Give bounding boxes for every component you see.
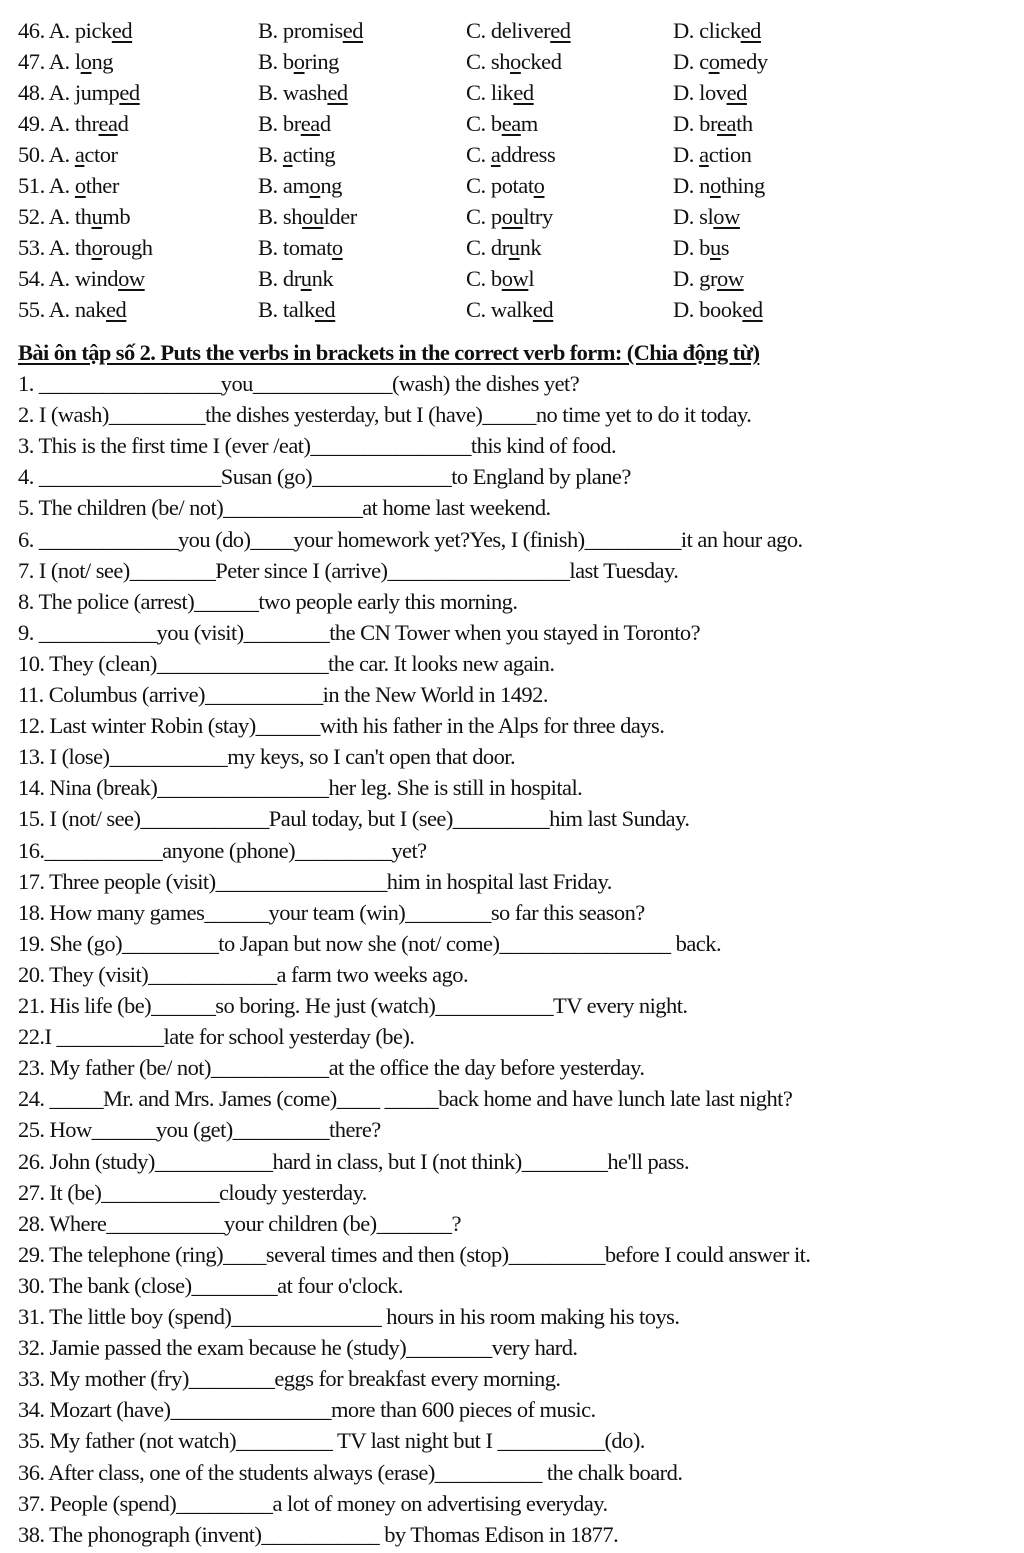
question-row	[18, 170, 1008, 201]
question-number: 54.	[18, 266, 49, 291]
underlined-sound: ed	[513, 80, 534, 105]
answer-option: B. talked	[258, 297, 336, 322]
answer-option: B. acting	[258, 142, 336, 167]
answer-option: C. address	[466, 142, 556, 167]
answer-option: D. bus	[673, 235, 730, 260]
underlined-sound: ow	[501, 266, 529, 291]
answer-option: 50. A. actor	[18, 142, 118, 167]
exercise-line: 4. _________________Susan (go)_____________to England by plane?	[18, 464, 631, 490]
underlined-sound: ea	[98, 111, 118, 136]
underlined-sound: a	[699, 142, 709, 167]
section-heading: Bài ôn tập số 2. Puts the verbs in brackets in the correct verb form: (Chia động từ)	[18, 340, 760, 365]
exercise-line: 32. Jamie passed the exam because he (study)________very hard.	[18, 1335, 578, 1361]
answer-option: D. grow	[673, 266, 744, 291]
exercise-line: 13. I (lose)___________my keys, so I can't open that door.	[18, 744, 516, 770]
exercise-line: 6. _____________you (do)____your homework yet?Yes, I (finish)_________it an hour ago.	[18, 526, 803, 552]
answer-option: C. liked	[466, 80, 534, 105]
exercise-line: 31. The little boy (spend)______________ hours in his room making his toys.	[18, 1304, 680, 1329]
exercise-line: 18. How many games______your team (win)________so far this season?	[18, 899, 645, 925]
underlined-sound: ow	[118, 266, 145, 291]
answer-option: 47. A. long	[18, 49, 114, 74]
underlined-sound: a	[74, 142, 85, 167]
exercise-line: 17. Three people (visit)________________him in hospital last Friday.	[18, 868, 612, 894]
answer-option: C. delivered	[466, 18, 571, 43]
underlined-sound: ed	[314, 297, 336, 322]
question-number: 55.	[18, 297, 49, 322]
answer-option: 48. A. jumped	[18, 80, 140, 105]
answer-option: C. shocked	[466, 49, 562, 74]
exercise-line: 24. _____Mr. and Mrs. James (come)____ _____back home and have lunch late last night?	[18, 1086, 793, 1112]
underlined-sound: ow	[713, 204, 740, 229]
answer-option: B. tomato	[258, 235, 343, 260]
exercise-line: 10. They (clean)________________the car. It looks new again.	[18, 650, 555, 676]
underlined-sound: ed	[740, 18, 761, 43]
exercise-line: 25. How______you (get)_________there?	[18, 1117, 381, 1143]
underlined-sound: ea	[300, 111, 320, 136]
question-row	[18, 294, 1008, 325]
underlined-sound: u	[300, 266, 312, 291]
underlined-sound: ou	[501, 204, 524, 229]
question-row	[18, 232, 1008, 263]
exercise-line: 37. People (spend)_________a lot of money on advertising everyday.	[18, 1490, 608, 1516]
answer-option: B. among	[258, 173, 342, 198]
exercise-line: 33. My mother (fry)________eggs for breakfast every morning.	[18, 1366, 561, 1392]
underlined-sound: ed	[550, 18, 571, 43]
answer-option: D. action	[673, 142, 752, 167]
answer-option: 54. A. window	[18, 266, 145, 291]
exercise-line: 23. My father (be/ not)___________at the office the day before yesterday.	[18, 1055, 645, 1081]
exercise-line: 34. Mozart (have)_______________more than 600 pieces of music.	[18, 1397, 596, 1423]
underlined-sound: ed	[726, 80, 747, 105]
answer-option: B. shoulder	[258, 204, 357, 229]
underlined-sound: o	[709, 173, 721, 198]
exercise-line: 9. ___________you (visit)________the CN Tower when you stayed in Toronto?	[18, 619, 701, 645]
answer-option: C. walked	[466, 297, 554, 322]
answer-option: C. beam	[466, 111, 538, 136]
question-number: 53.	[18, 235, 49, 260]
answer-option: C. poultry	[466, 204, 553, 229]
question-row	[18, 108, 1008, 139]
question-number: 52.	[18, 204, 49, 229]
answer-option: 52. A. thumb	[18, 204, 131, 229]
underlined-sound: ed	[532, 297, 554, 322]
question-number: 47.	[18, 49, 49, 74]
underlined-sound: ed	[111, 18, 133, 43]
answer-option: D. nothing	[673, 173, 765, 198]
exercise-line: 14. Nina (break)________________her leg. She is still in hospital.	[18, 775, 583, 801]
underlined-sound: a	[282, 142, 293, 167]
exercise-line: 38. The phonograph (invent)___________ by Thomas Edison in 1877.	[18, 1521, 619, 1547]
answer-option: D. slow	[673, 204, 740, 229]
underlined-sound: o	[293, 49, 305, 74]
exercise-line: 35. My father (not watch)_________ TV last night but I __________(do).	[18, 1428, 645, 1454]
exercise-line: 22.I __________late for school yesterday (be).	[18, 1024, 415, 1050]
exercise-line: 11. Columbus (arrive)___________in the New World in 1492.	[18, 682, 548, 707]
answer-option: C. drunk	[466, 235, 542, 260]
underlined-sound: ed	[327, 80, 348, 105]
answer-option: 49. A. thread	[18, 111, 129, 136]
exercise-line: 21. His life (be)______so boring. He just (watch)___________TV every night.	[18, 993, 688, 1018]
answer-option: B. bread	[258, 111, 331, 136]
question-row	[18, 46, 1008, 77]
question-number: 48.	[18, 80, 49, 105]
question-row	[18, 263, 1008, 294]
exercise-line: 27. It (be)___________cloudy yesterday.	[18, 1179, 367, 1205]
exercise-line: 5. The children (be/ not)_____________at home last weekend.	[18, 495, 551, 521]
question-number: 49.	[18, 111, 49, 136]
exercise-line: 8. The police (arrest)______two people early this morning.	[18, 588, 518, 614]
underlined-sound: o	[309, 173, 321, 198]
underlined-sound: o	[533, 173, 545, 198]
answer-option: D. booked	[673, 297, 763, 322]
answer-option: D. loved	[673, 80, 747, 105]
exercise-line: 3. This is the first time I (ever /eat)_______________this kind of food.	[18, 433, 617, 459]
question-row	[18, 77, 1008, 108]
underlined-sound: a	[490, 142, 501, 167]
exercise-line: 7. I (not/ see)________Peter since I (arrive)_________________last Tuesday.	[18, 557, 679, 583]
answer-option: B. boring	[258, 49, 339, 74]
answer-option: 55. A. naked	[18, 297, 127, 322]
underlined-sound: ed	[742, 297, 763, 322]
answer-option: C. bowl	[466, 266, 535, 291]
underlined-sound: ed	[119, 80, 140, 105]
exercise-line: 12. Last winter Robin (stay)______with his father in the Alps for three days.	[18, 713, 665, 739]
underlined-sound: ed	[106, 297, 127, 322]
question-number: 51.	[18, 173, 49, 198]
underlined-sound: o	[80, 49, 92, 74]
answer-option: B. drunk	[258, 266, 334, 291]
exercise-line: 20. They (visit)____________a farm two weeks ago.	[18, 961, 469, 987]
answer-option: B. promised	[258, 18, 364, 43]
underlined-sound: ow	[717, 266, 744, 291]
exercise-line: 29. The telephone (ring)____several times and then (stop)_________before I could answer it.	[18, 1241, 811, 1267]
question-number: 46.	[18, 18, 49, 43]
exercise-line: 26. John (study)___________hard in class, but I (not think)________he'll pass.	[18, 1148, 690, 1174]
exercise-line: 16.___________anyone (phone)_________yet?	[18, 837, 427, 863]
answer-option: D. breath	[673, 111, 753, 136]
question-number: 50.	[18, 142, 49, 167]
underlined-sound: u	[91, 204, 103, 229]
answer-option: D. clicked	[673, 18, 761, 43]
underlined-sound: u	[709, 235, 721, 260]
exercise-line: 28. Where___________your children (be)_______?	[18, 1210, 461, 1236]
underlined-sound: o	[708, 49, 720, 74]
underlined-sound: ed	[342, 18, 364, 43]
exercise-line: 30. The bank (close)________at four o'clock.	[18, 1272, 403, 1298]
exercise-line: 36. After class, one of the students always (erase)__________ the chalk board.	[18, 1459, 683, 1485]
exercise-line: 19. She (go)_________to Japan but now she (not/ come)________________ back.	[18, 930, 722, 956]
underlined-sound: ea	[501, 111, 521, 136]
question-row	[18, 201, 1008, 232]
answer-option: 51. A. other	[18, 173, 119, 198]
exercise-line: 1. _________________you_____________(wash) the dishes yet?	[18, 371, 580, 396]
underlined-sound: o	[510, 49, 521, 74]
answer-option: D. comedy	[673, 49, 768, 74]
question-row	[18, 15, 1008, 46]
underlined-sound: o	[74, 173, 86, 198]
underlined-sound: o	[91, 235, 103, 260]
exercise-line: 15. I (not/ see)____________Paul today, but I (see)_________him last Sunday.	[18, 806, 690, 832]
answer-option: B. washed	[258, 80, 348, 105]
underlined-sound: o	[331, 235, 343, 260]
underlined-sound: ou	[302, 204, 324, 229]
answer-option: 46. A. picked	[18, 18, 133, 43]
answer-option: C. potato	[466, 173, 545, 198]
underlined-sound: u	[508, 235, 520, 260]
answer-option: 53. A. thorough	[18, 235, 153, 260]
question-row	[18, 139, 1008, 170]
exercise-line: 2. I (wash)_________the dishes yesterday, but I (have)_____no time yet to do it today.	[18, 402, 752, 428]
underlined-sound: ea	[717, 111, 737, 136]
